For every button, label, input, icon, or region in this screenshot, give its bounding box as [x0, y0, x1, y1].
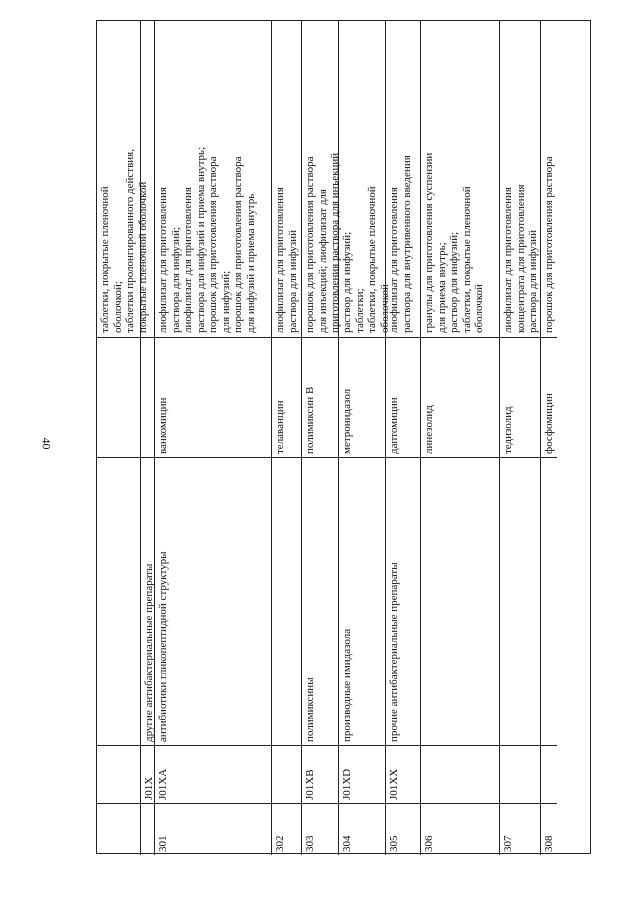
- cell-group-text: другие антибактериальные препараты: [143, 563, 155, 742]
- cell-num-text: 302: [274, 835, 286, 852]
- cell-group: [155, 457, 271, 745]
- cell-forms: [155, 21, 271, 337]
- cell-drug: [97, 337, 140, 457]
- cell-code-text: [541, 746, 557, 804]
- cell-drug: [421, 337, 499, 457]
- cell-num: [272, 803, 301, 855]
- cell-group: [421, 457, 499, 745]
- cell-drug: [302, 337, 338, 457]
- cell-group-text: полимиксины: [304, 677, 316, 742]
- cell-code: [339, 745, 385, 803]
- cell-group: [339, 457, 385, 745]
- cell-code-text: [272, 746, 302, 804]
- cell-code-text: J01X: [143, 776, 155, 800]
- cell-num-text: 308: [543, 835, 555, 852]
- cell-code: [421, 745, 499, 803]
- cell-forms-text: раствор для инфузий; таблетки; таблетки, покрытые пленочной оболочкой: [341, 186, 391, 333]
- cell-drug: [155, 337, 271, 457]
- cell-num-text: 301: [157, 835, 169, 852]
- cell-code-text: [97, 746, 141, 804]
- cell-code-text: J01XD: [341, 768, 353, 800]
- cell-forms-text: лиофилизат для приготовления раствора для инфузий: [274, 187, 299, 333]
- cell-forms-text: гранулы для приготовления суспензии для приема внутрь; раствор для инфузий; таблетки, покрытые пленочной оболочкой: [423, 152, 485, 333]
- table-row: [386, 21, 421, 855]
- table-row: [421, 21, 500, 855]
- cell-group: [97, 457, 140, 745]
- cell-forms: [541, 21, 557, 337]
- cell-code: [141, 745, 154, 803]
- cell-drug: [541, 337, 557, 457]
- table-row: [155, 21, 272, 855]
- cell-num-text: 307: [502, 835, 514, 852]
- cell-group: [541, 457, 557, 745]
- cell-group-text: [421, 458, 500, 746]
- cell-num-text: [141, 804, 155, 856]
- cell-code: [500, 745, 540, 803]
- cell-drug-text: тедизолид: [502, 406, 514, 454]
- cell-num-text: 304: [341, 835, 353, 852]
- cell-forms: [500, 21, 540, 337]
- cell-drug-text: даптомицин: [388, 397, 400, 454]
- cell-code-text: [500, 746, 541, 804]
- cell-forms-text: порошок для приготовления раствора для инъекций; лиофилизат для приготовления раствора для инъекций: [304, 152, 341, 333]
- table-row: [500, 21, 541, 855]
- cell-num: [302, 803, 338, 855]
- table-row: [541, 21, 557, 855]
- cell-num: [141, 803, 154, 855]
- cell-code: [272, 745, 301, 803]
- cell-group-text: [97, 458, 141, 746]
- cell-drug: [500, 337, 540, 457]
- cell-drug-text: метронидазол: [341, 388, 353, 454]
- cell-code-text: [421, 746, 500, 804]
- cell-forms: [421, 21, 499, 337]
- cell-group-text: [500, 458, 541, 746]
- cell-group-text: прочие антибактериальные препараты: [388, 562, 400, 742]
- cell-forms: [141, 21, 154, 337]
- table-row: [339, 21, 391, 855]
- cell-code-text: J01XB: [304, 769, 316, 800]
- cell-drug-text: [141, 338, 155, 458]
- cell-drug-text: фосфомицин: [543, 393, 555, 454]
- table-row: [272, 21, 302, 855]
- drug-table: [96, 20, 591, 854]
- cell-code-text: J01XA: [157, 768, 169, 800]
- table-row: [302, 21, 339, 855]
- table-row: [141, 21, 155, 855]
- cell-group-text: производные имидазола: [341, 628, 353, 742]
- cell-num: [97, 803, 140, 855]
- cell-drug: [339, 337, 385, 457]
- cell-num-text: 306: [423, 835, 435, 852]
- cell-group: [272, 457, 301, 745]
- cell-code: [97, 745, 140, 803]
- cell-forms: [272, 21, 301, 337]
- cell-num: [500, 803, 540, 855]
- cell-group-text: антибиотики гликопептидной структуры: [157, 551, 169, 742]
- cell-forms-text: порошок для приготовления раствора: [543, 156, 555, 333]
- cell-group-text: [272, 458, 302, 746]
- cell-group: [386, 457, 420, 745]
- cell-num: [541, 803, 557, 855]
- cell-num-text: 305: [388, 835, 400, 852]
- cell-forms: [302, 21, 341, 337]
- cell-forms-text: лиофилизат для приготовления концентрата для приготовления раствора для инфузий: [502, 184, 539, 333]
- cell-num-text: [97, 804, 141, 856]
- cell-forms-text: таблетки, покрытые пленочной оболочкой; таблетки пролонгированного действия, покрытые пленочной оболочкой: [99, 149, 149, 333]
- cell-code: [541, 745, 557, 803]
- cell-drug: [272, 337, 301, 457]
- cell-code: [155, 745, 271, 803]
- cell-forms: [97, 21, 149, 337]
- cell-code: [386, 745, 420, 803]
- cell-code: [302, 745, 338, 803]
- cell-group: [302, 457, 338, 745]
- cell-drug-text: телаванцин: [274, 400, 286, 454]
- cell-forms: [339, 21, 391, 337]
- cell-group: [500, 457, 540, 745]
- cell-num: [339, 803, 385, 855]
- cell-group-text: [541, 458, 557, 746]
- cell-forms: [386, 21, 420, 337]
- cell-drug-text: линезолид: [423, 405, 435, 454]
- cell-forms-text: лиофилизат для приготовления раствора для инфузий; лиофилизат для приготовления раствора для инфузий и приема внутрь; порошок для приготовления раствора для инфузий; порошок для приготовления раствора для инфузий и приема внутрь: [157, 146, 257, 333]
- cell-num: [386, 803, 420, 855]
- cell-drug-text: [97, 338, 141, 458]
- cell-drug-text: ванкомицин: [157, 397, 169, 454]
- page-number: 40: [39, 437, 54, 450]
- cell-drug-text: полимиксин В: [304, 386, 316, 454]
- cell-group: [141, 457, 154, 745]
- cell-forms-text: [141, 21, 155, 337]
- cell-num: [155, 803, 271, 855]
- cell-forms-text: лиофилизат для приготовления раствора для внутривенного введения: [388, 155, 413, 333]
- cell-num: [421, 803, 499, 855]
- cell-drug: [386, 337, 420, 457]
- cell-num-text: 303: [304, 835, 316, 852]
- cell-code-text: J01XX: [388, 768, 400, 800]
- cell-drug: [141, 337, 154, 457]
